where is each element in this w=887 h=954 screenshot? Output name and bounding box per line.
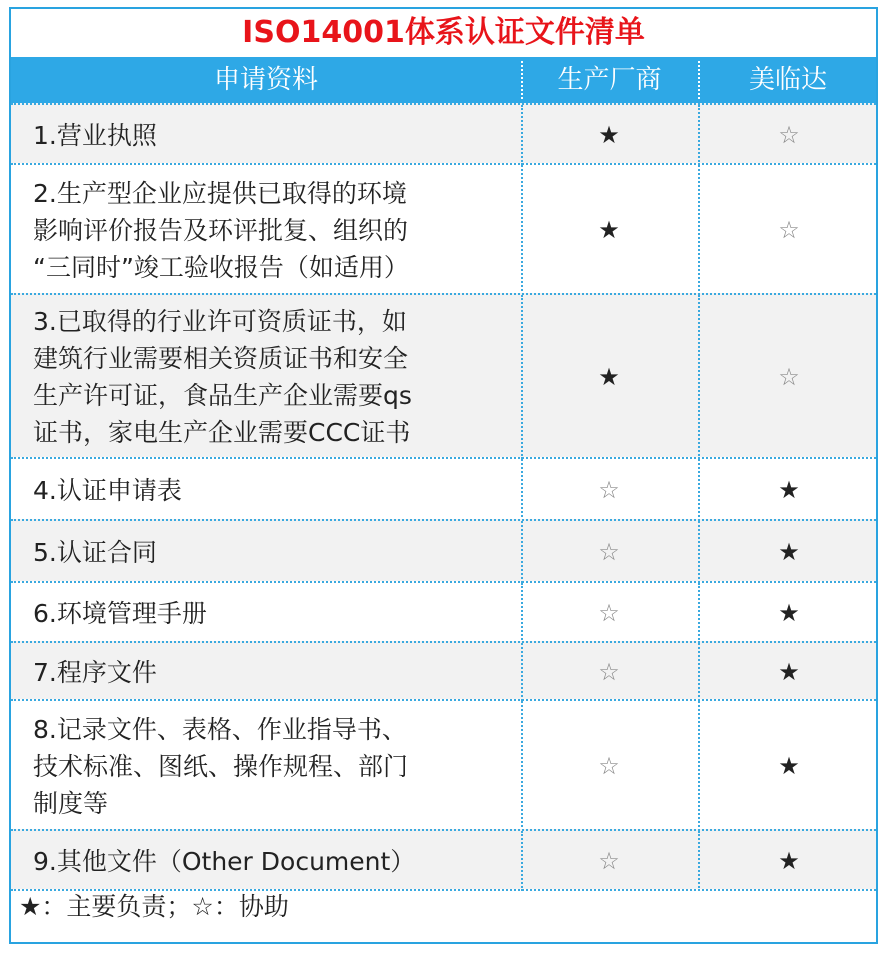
row-material-text: 2.生产型企业应提供已取得的环境 影响评价报告及环评批复、组织的 “三同时”竣工验收报告（如适用） bbox=[33, 179, 409, 282]
table-row bbox=[11, 641, 876, 699]
manufacturer-star-icon: ★ bbox=[598, 363, 620, 391]
table-row bbox=[11, 519, 876, 581]
meilinda-star-icon: ☆ bbox=[778, 121, 800, 149]
meilinda-star-icon: ★ bbox=[778, 538, 800, 566]
row-material-text: 1.营业执照 bbox=[33, 121, 157, 150]
column-divider bbox=[521, 295, 523, 459]
header-materials: 申请资料 bbox=[213, 65, 318, 95]
row-material-text: 6.环境管理手册 bbox=[33, 599, 207, 628]
legend: ★：主要负责；☆：协助 bbox=[19, 892, 289, 921]
table-row bbox=[11, 699, 876, 829]
page-title: ISO14001体系认证文件清单 bbox=[242, 15, 645, 50]
manufacturer-star-icon: ☆ bbox=[598, 599, 620, 627]
column-divider bbox=[698, 643, 700, 701]
manufacturer-star-icon: ★ bbox=[598, 121, 620, 149]
column-divider bbox=[521, 459, 523, 521]
meilinda-star-icon: ★ bbox=[778, 658, 800, 686]
column-divider bbox=[521, 521, 523, 583]
meilinda-star-icon: ☆ bbox=[778, 216, 800, 244]
column-divider bbox=[521, 583, 523, 643]
header-divider bbox=[698, 61, 700, 99]
header-manufacturer: 生产厂商 bbox=[557, 65, 662, 95]
meilinda-star-icon: ★ bbox=[778, 599, 800, 627]
table-header bbox=[11, 57, 876, 103]
table-row bbox=[11, 457, 876, 519]
meilinda-star-icon: ★ bbox=[778, 752, 800, 780]
header-divider bbox=[521, 61, 523, 99]
manufacturer-star-icon: ☆ bbox=[598, 538, 620, 566]
column-divider bbox=[698, 295, 700, 459]
column-divider bbox=[698, 521, 700, 583]
table-row bbox=[11, 581, 876, 641]
column-divider bbox=[698, 165, 700, 295]
column-divider bbox=[698, 105, 700, 165]
column-divider bbox=[521, 105, 523, 165]
manufacturer-star-icon: ☆ bbox=[598, 752, 620, 780]
row-material-text: 4.认证申请表 bbox=[33, 476, 182, 505]
header-meilinda: 美临达 bbox=[748, 65, 827, 95]
meilinda-star-icon: ★ bbox=[778, 476, 800, 504]
column-divider bbox=[521, 831, 523, 891]
row-material-text: 3.已取得的行业许可资质证书，如 建筑行业需要相关资质证书和安全 生产许可证，食品生产企业需要qs 证书，家电生产企业需要CCC证书 bbox=[33, 307, 412, 447]
meilinda-star-icon: ☆ bbox=[778, 363, 800, 391]
row-material-text: 7.程序文件 bbox=[33, 658, 157, 687]
row-material-text: 8.记录文件、表格、作业指导书、 技术标准、图纸、操作规程、部门 制度等 bbox=[33, 715, 409, 818]
row-material-text: 9.其他文件（Other Document） bbox=[33, 847, 416, 876]
table-row bbox=[11, 293, 876, 457]
manufacturer-star-icon: ☆ bbox=[598, 476, 620, 504]
column-divider bbox=[698, 583, 700, 643]
table-row bbox=[11, 829, 876, 889]
manufacturer-star-icon: ★ bbox=[598, 216, 620, 244]
manufacturer-star-icon: ☆ bbox=[598, 658, 620, 686]
column-divider bbox=[521, 165, 523, 295]
table-row bbox=[11, 103, 876, 163]
table-row bbox=[11, 163, 876, 293]
column-divider bbox=[698, 701, 700, 831]
meilinda-star-icon: ★ bbox=[778, 847, 800, 875]
row-material-text: 5.认证合同 bbox=[33, 538, 157, 567]
document-frame bbox=[9, 7, 878, 944]
column-divider bbox=[698, 459, 700, 521]
column-divider bbox=[521, 701, 523, 831]
column-divider bbox=[698, 831, 700, 891]
column-divider bbox=[521, 643, 523, 701]
manufacturer-star-icon: ☆ bbox=[598, 847, 620, 875]
